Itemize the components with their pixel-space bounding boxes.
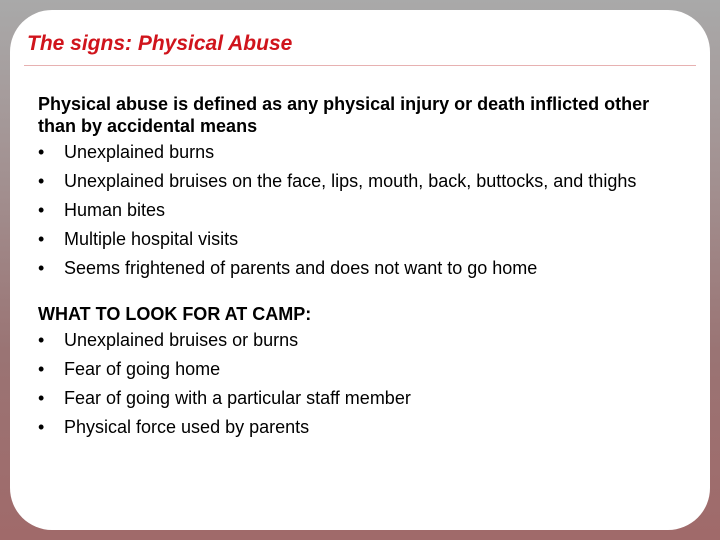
list-item bbox=[38, 228, 688, 250]
slide-title: The signs: Physical Abuse bbox=[27, 32, 293, 55]
list-item-text: Unexplained bruises or burns bbox=[64, 330, 299, 350]
bullet-icon: • bbox=[38, 330, 45, 350]
bullet-icon: • bbox=[38, 359, 45, 379]
list-item-text: Physical force used by parents bbox=[64, 417, 310, 437]
list-item-text: Multiple hospital visits bbox=[64, 229, 239, 249]
bullet-icon: • bbox=[38, 258, 45, 278]
list-item bbox=[38, 358, 688, 380]
list-item-text: Unexplained bruises on the face, lips, mouth, back, buttocks, and thighs bbox=[64, 171, 637, 191]
camp-signs-list bbox=[38, 329, 688, 438]
signs-list bbox=[38, 141, 688, 279]
camp-heading: WHAT TO LOOK FOR AT CAMP: bbox=[38, 304, 312, 324]
list-item-text: Human bites bbox=[64, 200, 166, 220]
slide-card bbox=[10, 10, 710, 530]
bullet-icon: • bbox=[38, 417, 45, 437]
definition-text: Physical abuse is defined as any physical injury or death inflicted other than by accidental means bbox=[38, 94, 650, 136]
title-divider bbox=[24, 65, 696, 66]
list-item-text: Seems frightened of parents and does not want to go home bbox=[64, 258, 538, 278]
bullet-icon: • bbox=[38, 142, 45, 162]
list-item-text: Fear of going home bbox=[64, 359, 221, 379]
bullet-icon: • bbox=[38, 171, 45, 191]
bullet-icon: • bbox=[38, 388, 45, 408]
list-item bbox=[38, 257, 688, 279]
list-item bbox=[38, 416, 688, 438]
list-item-text: Fear of going with a particular staff member bbox=[64, 388, 411, 408]
list-item bbox=[38, 141, 688, 163]
list-item bbox=[38, 170, 688, 192]
list-item bbox=[38, 387, 688, 409]
bullet-icon: • bbox=[38, 229, 45, 249]
bullet-icon: • bbox=[38, 200, 45, 220]
list-item bbox=[38, 329, 688, 351]
list-item bbox=[38, 199, 688, 221]
list-item-text: Unexplained burns bbox=[64, 142, 215, 162]
slide-content bbox=[38, 93, 688, 445]
